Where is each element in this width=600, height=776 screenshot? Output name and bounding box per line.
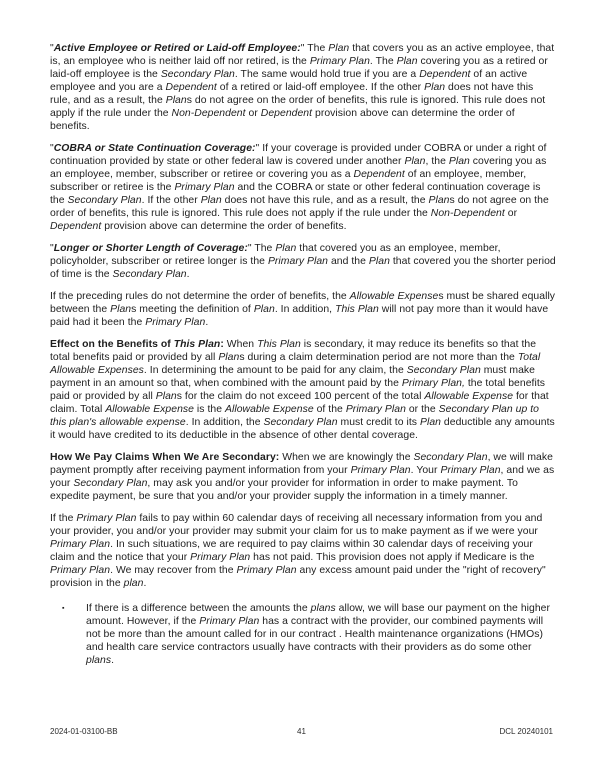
text-run: Total Allowable Expenses <box>50 352 541 376</box>
paragraph <box>50 512 556 590</box>
text-run: Allowable Expense <box>424 391 514 402</box>
text-run: Primary Plan <box>236 565 297 576</box>
text-run: and the COBRA or state or other federal continuation coverage is the <box>50 182 541 206</box>
text-run: provision above can determine the order of benefits. <box>50 108 515 132</box>
text-run: If the preceding rules do not determine the order of benefits, the <box>50 291 350 302</box>
text-run: s do not agree on the order of benefits, this rule is ignored. This rule does not apply if the rule under the <box>50 195 549 219</box>
text-run: . The <box>369 56 397 67</box>
text-run: This Plan <box>173 339 221 350</box>
bullet-item <box>62 602 556 667</box>
text-run: s meeting the definition of <box>131 304 254 315</box>
text-run: Longer or Shorter Length of Coverage: <box>53 243 248 254</box>
text-run: . In such situations, we are required to pay claims within 30 calendar days of receiving your claim and the notice that your <box>50 539 533 563</box>
text-run: any excess amount paid under the "right of recovery" provision in the <box>50 565 546 589</box>
text-run: " The <box>247 243 276 254</box>
text-run: Allowable Expense <box>105 404 194 415</box>
text-run: of an active employee and you are a <box>50 69 528 93</box>
text-run: . We may recover from the <box>110 565 237 576</box>
text-run: Primary Plan, <box>401 378 465 389</box>
text-run: Primary Plan <box>350 465 411 476</box>
text-run: Plan <box>165 95 187 106</box>
text-run: Primary Plan <box>174 182 235 193</box>
text-run: If the <box>50 513 77 524</box>
text-run: must credit to its <box>337 417 420 428</box>
text-run: of an employee, member, subscriber or retiree is the <box>50 169 527 193</box>
text-run: of the <box>313 404 346 415</box>
text-run: Primary Plan <box>345 404 406 415</box>
text-run: Plan <box>368 256 390 267</box>
text-run: " <box>50 43 54 54</box>
footer-page-number: 41 <box>297 727 306 736</box>
text-run: Plan <box>396 56 418 67</box>
footer-doc-id: DCL 20240101 <box>499 727 554 736</box>
text-run: . In addition, the <box>185 417 264 428</box>
text-run: or the <box>405 404 439 415</box>
bullet-icon: ▪ <box>62 605 65 612</box>
text-run: . <box>186 269 190 280</box>
text-run: Plan <box>200 195 222 206</box>
text-run: has a contract with the provider, our combined payments will not be more than the amount called for in our contract . Health maintenance organizations (HMOs) and health care service contractors usually have contracts with their providers as do some other <box>86 616 544 653</box>
text-run: Dependent <box>260 108 313 119</box>
text-run: Secondary Plan <box>67 195 142 206</box>
text-run: allow, we will base our payment on the higher amount. However, if the <box>86 603 551 627</box>
text-run: How We Pay Claims When We Are Secondary: <box>50 452 280 463</box>
text-run: is secondary, it may reduce its benefits so that the total benefits paid or provided by all <box>50 339 537 363</box>
text-run: Secondary Plan <box>73 478 148 489</box>
text-run: that covered you as an employee, member, policyholder, subscriber or retiree longer is the <box>50 243 501 267</box>
text-run: " <box>50 143 54 154</box>
text-run: Secondary Plan <box>413 452 488 463</box>
text-run: Plan <box>419 417 441 428</box>
page-footer <box>50 727 553 737</box>
text-run: , and we as your <box>50 465 555 489</box>
text-run: Plan <box>155 391 177 402</box>
text-run: Plan <box>218 352 240 363</box>
text-run: Plan <box>424 82 446 93</box>
text-run: s for the claim do not exceed 100 percent of the total <box>176 391 425 402</box>
text-run: . <box>111 655 115 666</box>
text-run: Primary Plan <box>440 465 501 476</box>
text-run: Allowable Expense <box>225 404 314 415</box>
text-run: deductible any amounts it would have credited to its deductible in the absence of other dental coverage. <box>50 417 555 441</box>
text-run: provision above can determine the order of benefits. <box>101 221 347 232</box>
text-run: . <box>205 317 209 328</box>
text-run: or <box>504 208 518 219</box>
text-run: " <box>50 243 54 254</box>
document-body <box>50 42 556 676</box>
text-run: Dependent <box>419 69 471 80</box>
text-run: . If the other <box>141 195 201 206</box>
text-run: s during a claim determination period are not more than the <box>239 352 518 363</box>
text-run: the total benefits paid or provided by all <box>50 378 546 402</box>
text-run: covering you as an employee, member, subscriber or retiree or covering you as a <box>50 156 547 180</box>
text-run: for that claim. Total <box>50 391 549 415</box>
text-run: plans <box>310 603 336 614</box>
text-run: Secondary Plan up to this plan's allowable expense <box>50 404 540 428</box>
paragraph <box>50 242 556 281</box>
text-run: Effect on the Benefits of <box>50 339 174 350</box>
text-run: . The same would hold true if you are a <box>234 69 420 80</box>
text-run: Secondary Plan <box>263 417 338 428</box>
bullet-text <box>86 602 556 667</box>
text-run: When we are knowingly the <box>279 452 414 463</box>
text-run: is the <box>193 404 225 415</box>
text-run: covering you as a retired or laid-off employee is the <box>50 56 548 80</box>
text-run: Primary Plan <box>145 317 206 328</box>
text-run: must make payment in an amount so that, when combined with the amount paid by the <box>50 365 535 389</box>
text-run: Non-Dependent <box>430 208 505 219</box>
text-run: Plan <box>448 156 470 167</box>
text-run: Active Employee or Retired or Laid-off Employee: <box>53 43 301 54</box>
text-run: : <box>220 339 224 350</box>
text-run: This Plan <box>257 339 301 350</box>
text-run: , may ask you and/or your provider for information in order to make payment. To expedite payment, be sure that you and/or your provider supply the information in a timely manner. <box>50 478 518 502</box>
text-run: Plan <box>253 304 275 315</box>
text-run: Non-Dependent <box>171 108 246 119</box>
text-run: Primary Plan <box>199 616 260 627</box>
paragraph <box>50 451 556 503</box>
text-run: Dependent <box>353 169 405 180</box>
text-run: This Plan <box>335 304 379 315</box>
text-run: Primary Plan <box>76 513 137 524</box>
text-run: Primary Plan <box>190 552 251 563</box>
text-run: Primary Plan <box>267 256 329 267</box>
text-run: Plan <box>328 43 350 54</box>
text-run: " The <box>300 43 329 54</box>
text-run: . Your <box>410 465 441 476</box>
text-run: s do not agree on the order of benefits, this rule is ignored. This rule does not apply if the rule under the <box>50 95 546 119</box>
text-run: that covers you as an active employee, that is, an employee who is neither laid off nor retired, is the <box>50 43 555 67</box>
text-run: Plan <box>404 156 426 167</box>
text-run: " If your coverage is provided under COBRA or under a right of continuation provided by state or other federal law is covered under another <box>50 143 547 167</box>
text-run: . <box>143 578 147 589</box>
text-run: Allowable Expense <box>349 291 439 302</box>
text-run: s must be shared equally between the <box>50 291 556 315</box>
text-run: , the <box>425 156 449 167</box>
text-run: Plan <box>428 195 450 206</box>
text-run: , we will make payment promptly after receiving payment information from your <box>50 452 553 476</box>
text-run: or <box>245 108 261 119</box>
text-run: If there is a difference between the amounts the <box>86 603 311 614</box>
text-run: Primary Plan <box>50 565 111 576</box>
text-run: has not paid. This provision does not apply if Medicare is the <box>250 552 535 563</box>
paragraph <box>50 290 556 329</box>
text-run: Secondary Plan <box>406 365 481 376</box>
text-run: Secondary Plan <box>112 269 187 280</box>
text-run: fails to pay within 60 calendar days of receiving all necessary information from you and your provider, you and/or your provider may submit your claim for us to make payment as if we were your <box>50 513 543 537</box>
footer-doc-code: 2024-01-03100-BB <box>50 727 118 736</box>
text-run: . In addition, <box>274 304 336 315</box>
text-run: and the <box>328 256 369 267</box>
text-run: plans <box>86 655 112 666</box>
text-run: plan <box>123 578 144 589</box>
text-run: . In determining the amount to be paid for any claim, the <box>143 365 407 376</box>
text-run: Plan <box>110 304 132 315</box>
text-run: Primary Plan <box>309 56 370 67</box>
text-run: does not have this rule, and as a result, the <box>50 82 534 106</box>
text-run: Dependent <box>50 221 102 232</box>
text-run: Plan <box>275 243 297 254</box>
text-run: When <box>223 339 258 350</box>
text-run: COBRA or State Continuation Coverage: <box>53 143 256 154</box>
paragraph <box>50 338 556 442</box>
paragraph <box>50 142 556 233</box>
text-run: Primary Plan <box>50 539 111 550</box>
text-run: will not pay more than it would have paid had it been the <box>50 304 549 328</box>
text-run: that covered you the shorter period of time is the <box>50 256 556 280</box>
paragraph <box>50 42 556 133</box>
text-run: Dependent <box>165 82 217 93</box>
text-run: Secondary Plan <box>160 69 235 80</box>
text-run: of a retired or laid-off employee. If the other <box>216 82 425 93</box>
text-run: does not have this rule, and as a result, the <box>221 195 429 206</box>
